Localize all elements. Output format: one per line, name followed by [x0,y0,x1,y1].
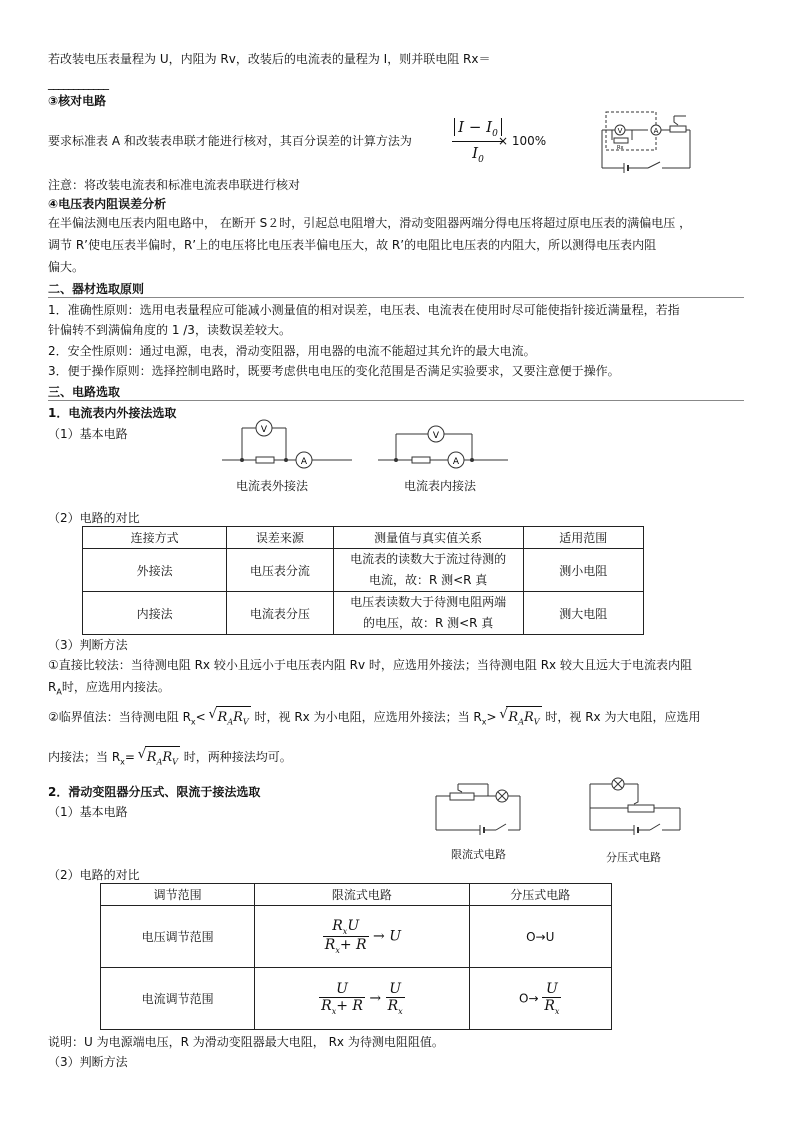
dashed-box [606,112,656,150]
table-header: 分压式电路 [469,884,612,906]
table-row [83,592,644,635]
check-circuit-text: 要求标准表 A 和改装表串联才能进行核对，其百分误差的计算方法为 [48,134,412,148]
divider-circuit-figure [584,774,686,838]
inner-connection-figure [378,412,508,472]
rx-label: Rx [617,145,624,151]
compare-label-1: （2）电路的对比 [48,511,140,525]
rheostat [450,793,474,800]
switch [648,162,660,168]
table-header-row [101,884,612,906]
svg-text:A: A [300,457,308,467]
table-cell: 电流表的读数大于流过待测的 电流，故：R 测<R 真 [333,549,523,592]
basic-circuit-label-2: （1）基本电路 [48,805,128,819]
table-cell: 测大电阻 [523,592,643,635]
table-header: 适用范围 [523,527,643,549]
connection-comparison-table [82,526,644,635]
sqrt-ra-rv: √ $R_AR_V$ [506,706,541,734]
table-row [101,906,612,968]
table-header: 调节范围 [101,884,255,906]
section-two-heading: 二、器材选取原则 [48,280,144,297]
intro-line: 若改装电压表量程为 U，内阻为 Rv，改装后的电流表的量程为 I，则并联电阻 Rx＝ [48,52,491,66]
table-cell: 内接法 [83,592,227,635]
check-circuit-figure [590,108,700,176]
divider-caption: 分压式电路 [606,851,661,864]
svg-text:A: A [452,457,460,467]
inner-connection-caption: 电流表内接法 [404,479,477,493]
svg-text:V: V [432,431,440,441]
switch [496,824,506,830]
compare-label-2: （2）电路的对比 [48,868,140,882]
table-cell: O→ $\frac{U}{R_x}$ [469,968,612,1030]
rheostat-comparison-table [100,883,612,1030]
rheostat [628,805,654,812]
limiting-current-fraction: $\frac{U}{R_x+ R}$ [321,981,363,1016]
sqrt-ra-rv: √ $R_AR_V$ [216,706,251,734]
table-cell: 电流调节范围 [101,968,255,1030]
basic-circuit-label-1: （1）基本电路 [48,427,128,441]
section-three-heading: 三、电路选取 [48,383,120,400]
critical-value-line-2: 内接法；当 $R_x=$ √ $R_AR_V$ 时，两种接法均可。 [48,746,292,774]
principle-accuracy-a: 1．准确性原则：选用电表量程应可能减小测量值的相对误差，电压表、电流表在使用时尽可能使指针接近满量程，若指 [48,303,680,317]
table-header: 测量值与真实值关系 [333,527,523,549]
table-cell: 外接法 [83,549,227,592]
table-cell: 电压表分流 [227,549,333,592]
table-row [101,968,612,1030]
divider-current-fraction: $\frac{U}{R_x}$ [544,981,560,1016]
limiting-current-max-fraction: $\frac{U}{R_x}$ [387,981,403,1016]
outer-connection-caption: 电流表外接法 [236,479,309,493]
limiting-circuit-figure [430,778,526,838]
judge-label-2: （3）判断方法 [48,1055,128,1069]
judge-label-1: （3）判断方法 [48,638,128,652]
formula-denominator: I [472,144,479,162]
table-header: 限流式电路 [255,884,469,906]
table-cell: $\frac{R_xU}{R_x+ R}$ → U [255,906,469,968]
table-header: 误差来源 [227,527,333,549]
table-cell: 电流表分压 [227,592,333,635]
switch [650,824,660,830]
formula-percent: × 100% [498,134,547,148]
ammeter-method-heading: 1．电流表内外接法选取 [48,406,177,420]
voltmeter-error-heading: ④电压表内阻误差分析 [48,197,167,211]
direct-compare-b: $R_A$时，应选用内接法。 [48,680,170,697]
sqrt-ra-rv: √ $R_AR_V$ [145,746,180,774]
explanation-note: 说明：U 为电源端电压，R 为滑动变阻器最大电阻， Rx 为待测电阻阻值。 [48,1035,444,1049]
ammeter-label: A [653,127,659,135]
table-row [83,549,644,592]
rheostat-method-heading: 2．滑动变阻器分压式、限流于接法选取 [48,785,261,799]
table-cell: $\frac{U}{R_x+ R}$ → $\frac{U}{R_x}$ [255,968,469,1030]
principle-accuracy-b: 针偏转不到满偏角度的 1 /3，读数误差较大。 [48,323,291,337]
limiting-caption: 限流式电路 [451,848,506,861]
voltmeter-label: V [617,127,623,135]
svg-text:V: V [260,425,268,435]
check-note: 注意：将改装电流表和标准电流表串联进行核对 [48,178,301,192]
table-cell: 电压表读数大于待测电阻两端 的电压，故：R 测<R 真 [333,592,523,635]
limiting-voltage-fraction: $\frac{R_xU}{R_x+ R}$ [324,918,367,955]
resistor [256,457,274,463]
intro-blank: ____________ [48,76,108,90]
principle-operation: 3．便于操作原则：选择控制电路时，既要考虑供电电压的变化范围是否满足实验要求，又要注意便于操作。 [48,364,620,378]
table-cell: O→U [469,906,612,968]
rx-resistor [614,138,628,143]
resistor [412,457,430,463]
table-cell: 电压调节范围 [101,906,255,968]
error-paragraph-line2: 调节 R’使电压表半偏时，R’上的电压将比电压表半偏电压大，故 R’的电阻比电压表的内阻大，所以测得电压表内阻 [48,238,657,252]
document-page: 若改装电压表量程为 U，内阻为 Rv，改装后的电流表的量程为 I，则并联电阻 Rx＝ ____________ ③核对电路 要求标准表 A 和改装表串联才能进行核对，其百分误差的计算方法为 $I - I_0$ $I_0$ × 100% V Rx A 注意：将改装电流表和标准电流表串联进行核对 ④电压表内阻误差分析 在半偏法测电压表内阻电路中， 在断开 S２时，引起总电阻增大，滑动变阻器两端分得电压将超过原电压表的满偏电压 ， 调节 R’使电压表半偏时，R’上的电压将比电压表半偏电压大，故 R’的电阻比电压表的内阻大，所以测得电压表内阻 偏大。 二、器材选取原则 1．准确性原则：选用电表量程应可能减小测量值的相对误差，电压表、电流表在使用时尽可能使指针接近满量程，若指 针偏转不到满偏角度的 1 /3，读数误差较大。 2．安全性原则：通过电源，电表，滑动变阻器，用电器的电流不能超过其允许的最大电流。 3．便于操作原则：选择控制电路时，既要考虑供电电压的变化范围是否满足实验要求，又要注意便于操作。 三、电路选取 1．电流表内外接法选取 （1）基本电路 V A 电流表外接法 V A 电流表内接法 （2）电路的对比 连接方式 误差来源 测量值与真实值关系 适用范围 外接法 电压表分流 电流表的读数大于流过待测的 电流，故：R 测<R 真 测小电阻 内接法 电流表分压 电压表读数大于待测电阻两端 的电压，故：R 测<R 真 测大电阻 （3）判断方法 ①直接比较法：当待测电阻 Rx 较小且远小于电压表内阻 Rv 时，应选用外接法；当待测电阻 Rx 较大且远大于电流表内阻 $R_A$时，应选用内接法。 ②临界值法：当待测电阻 $R_x<$ √ $R_AR_V$ 时，视 Rx 为小电阻，应选用外接法；当 $R_x>$ √ $R_AR_V$ 时，视 Rx 为大电阻，应选用 内接法；当 $R_x=$ √ $R_AR_V$ 时，两种接法均可。 2．滑动变阻器分压式、限流于接法选取 （1）基本电路 限流式电路 分压式电路 （2）电路的对比 调节范围 限流式电路 分压式电路 电压调节范围 $\frac{R_xU}{R_x+ R}$ → U O→U 电流调节范围 $\frac{U}{R_x+ R}$ → $\frac{U}{R_x}$ O→ $\frac{U}{R_x}$ 说明：U 为电源端电压，R 为滑动变阻器最大电阻， Rx 为待测电阻阻值。 （3）判断方法 [0,0,794,1123]
critical-value-line: ②临界值法：当待测电阻 $R_x<$ √ $R_AR_V$ 时，视 Rx 为小电阻，应选用外接法；当 $R_x>$ √ $R_AR_V$ 时，视 Rx 为大电阻，应选用 [48,706,700,734]
direct-compare-a: ①直接比较法：当待测电阻 Rx 较小且远小于电压表内阻 Rv 时，应选用外接法；当待测电阻 Rx 较大且远大于电流表内阻 [48,658,692,672]
outer-connection-figure [222,412,352,472]
formula-numerator: I − I [458,118,493,136]
table-cell: 测小电阻 [523,549,643,592]
rheostat [670,126,686,132]
principle-safety: 2．安全性原则：通过电源，电表，滑动变阻器，用电器的电流不能超过其允许的最大电流。 [48,344,536,358]
table-header: 连接方式 [83,527,227,549]
check-circuit-heading: ③核对电路 [48,94,107,108]
table-header-row [83,527,644,549]
error-paragraph-line1: 在半偏法测电压表内阻电路中， 在断开 S２时，引起总电阻增大，滑动变阻器两端分得电压将超过原电压表的满偏电压 ， [48,216,692,230]
error-paragraph-line3: 偏大。 [48,260,85,274]
